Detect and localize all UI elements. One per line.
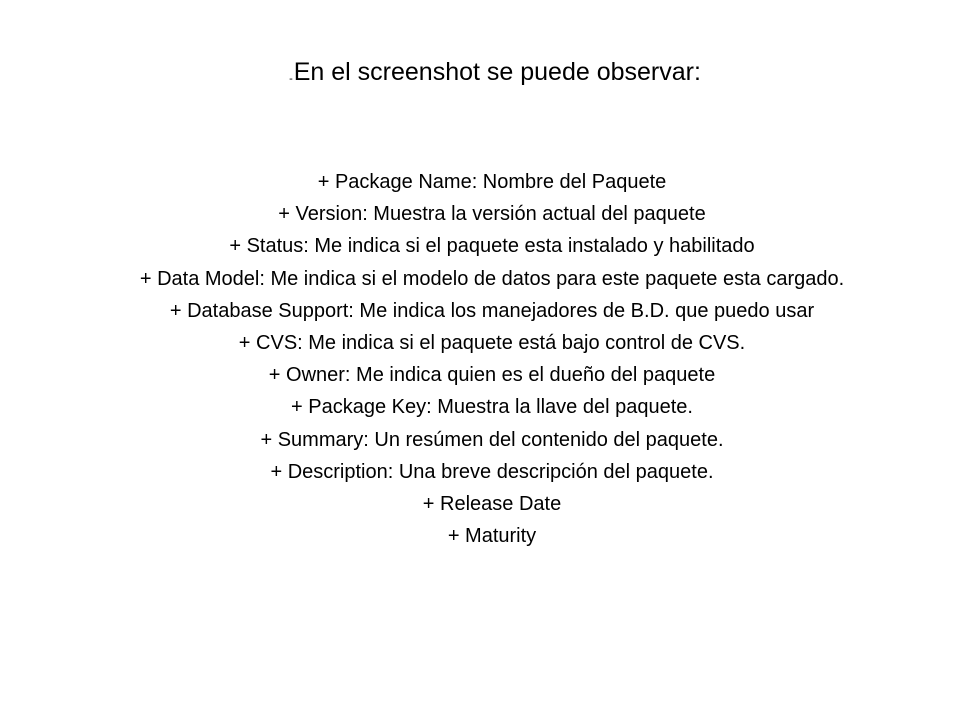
- list-item-owner: + Owner: Me indica quien es el dueño del paquete: [268, 364, 716, 387]
- slide-title: [0, 54, 960, 95]
- title-dash: -: [289, 73, 293, 85]
- title-text: En el screenshot se puede observar:: [293, 58, 701, 86]
- list-item-data-model: + Data Model: Me indica si el modelo de datos para este paquete esta cargado.: [139, 267, 845, 290]
- list-item-package-key: + Package Key: Muestra la llave del paquete.: [291, 396, 693, 419]
- feature-list: [0, 166, 960, 552]
- list-item-package-name: + Package Name: Nombre del Paquete: [317, 171, 667, 193]
- list-item-description: + Description: Una breve descripción del paquete.: [270, 460, 714, 483]
- list-item-summary: + Summary: Un resúmen del contenido del paquete.: [260, 428, 724, 451]
- list-item-version: + Version: Muestra la versión actual del paquete: [278, 203, 706, 226]
- list-item-cvs: + CVS: Me indica si el paquete está bajo control de CVS.: [238, 331, 746, 354]
- list-item-database-support: + Database Support: Me indica los manejadores de B.D. que puedo usar: [169, 299, 815, 322]
- list-item-release-date: + Release Date: [422, 492, 562, 515]
- list-item-maturity: + Maturity: [447, 525, 537, 548]
- list-item-status: + Status: Me indica si el paquete esta instalado y habilitado: [229, 235, 755, 258]
